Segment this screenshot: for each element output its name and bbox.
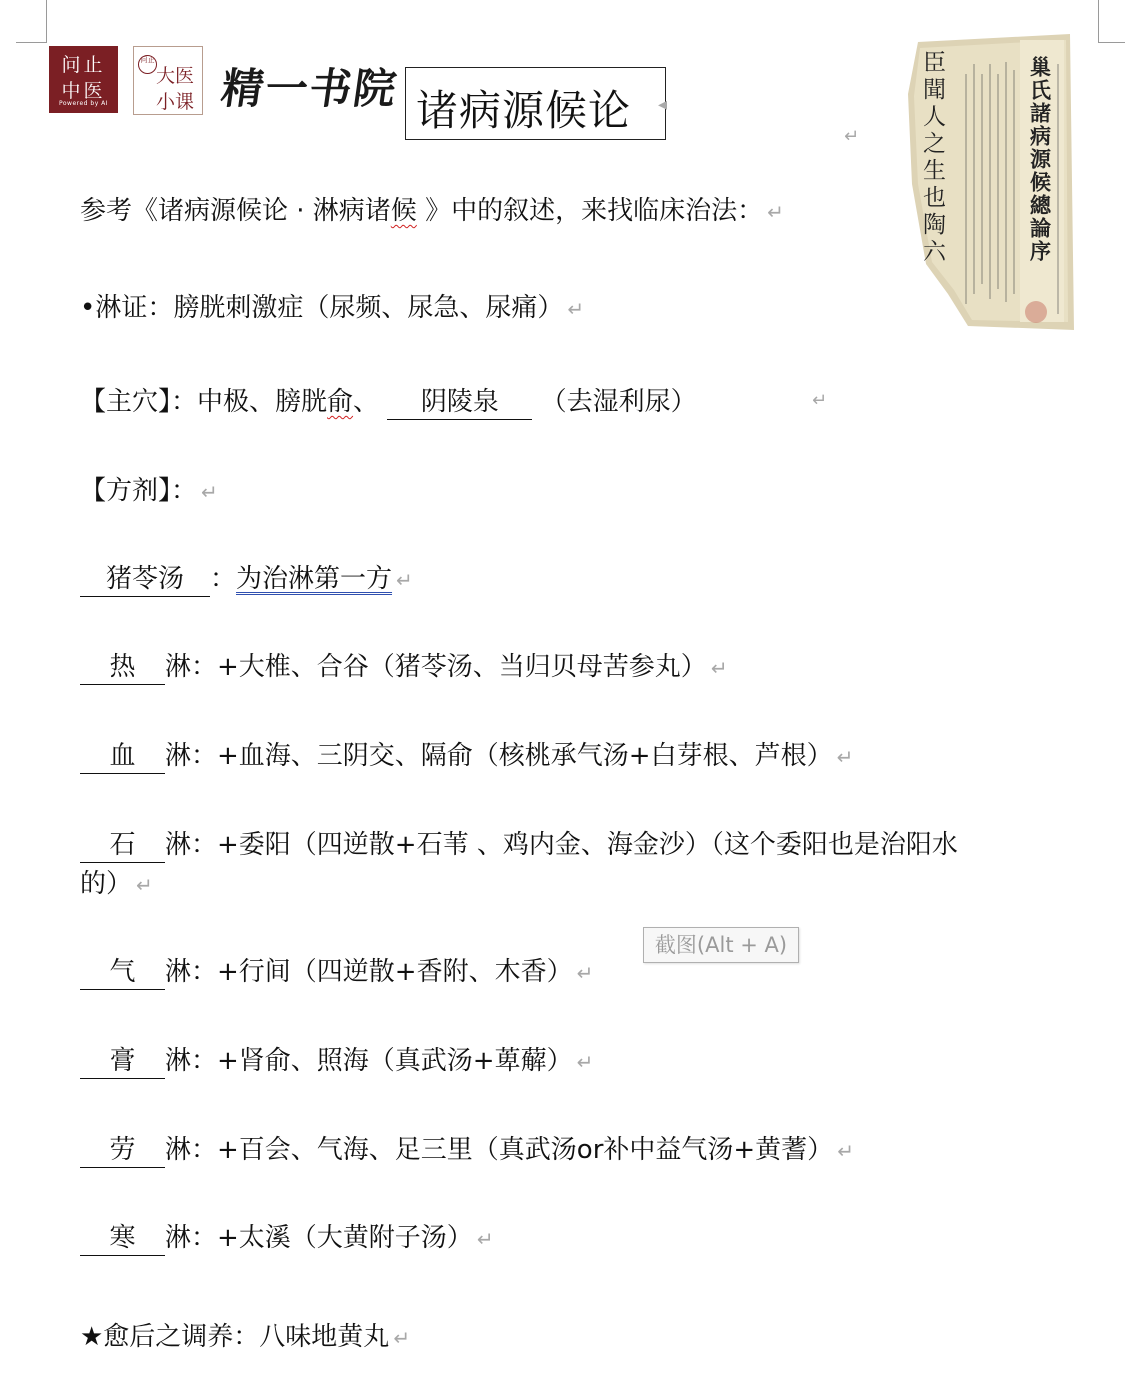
paragraph-mark: ↵	[767, 200, 784, 224]
zhuling-blank-answer: 猪苓汤	[80, 562, 210, 597]
intro-spell-flagged: 候	[390, 196, 417, 226]
anchor-mark: ◂	[658, 94, 668, 115]
lin-type-suffix: 淋：	[165, 741, 218, 771]
logo-line-2: 中医	[61, 80, 106, 102]
lin-type-row	[80, 953, 593, 992]
zhuling-line	[80, 560, 413, 599]
paragraph-mark: ↵	[476, 1227, 494, 1251]
lin-type-name: 血	[80, 739, 165, 774]
intro-text: 参考《诸病源候论 · 淋病诸	[80, 196, 391, 226]
screenshot-tooltip[interactable]: 截图(Alt + A)	[643, 927, 799, 963]
fangji-label: 【方剂】：	[80, 476, 198, 506]
zhuxue-blank-answer: 阴陵泉	[387, 385, 532, 420]
dayi-xiaoke-logo	[133, 46, 203, 115]
footer-line	[80, 1318, 410, 1357]
intro-text-after: 》中的叙述，来找临床治法：	[416, 196, 764, 226]
lin-type-row-continuation	[80, 865, 153, 904]
zhuxue-sep: 、	[353, 387, 380, 417]
lin-type-text: +太溪（大黄附子汤）	[217, 1223, 473, 1253]
lin-type-row	[80, 826, 958, 864]
book-title-column: 巢氏諸病源候總論序	[1027, 56, 1053, 263]
lin-type-row	[80, 1219, 494, 1258]
zheng-line	[80, 289, 584, 328]
paragraph-mark: ↵	[836, 745, 854, 769]
fangji-line	[80, 472, 218, 511]
zhuling-text: 为治淋第一方	[236, 564, 393, 594]
lin-type-text: +行间（四逆散+香附、木香）	[217, 957, 573, 987]
paragraph-mark: ↵	[136, 873, 153, 897]
lin-type-text-cont: 的）	[80, 869, 133, 899]
lin-type-suffix: 淋：	[165, 830, 218, 860]
zhuxue-text: 中极、膀胱	[197, 387, 328, 417]
paragraph-mark: ↵	[837, 1139, 854, 1163]
paragraph-mark: ↵	[710, 656, 728, 680]
jingyi-calligraphy-logo: 精一书院	[218, 64, 402, 113]
ancient-book-image	[908, 34, 1074, 334]
paragraph-mark: ↵	[844, 126, 860, 147]
lin-type-text: +血海、三阴交、隔俞（核桃承气汤+白芽根、芦根）	[217, 741, 833, 771]
lin-type-name: 石	[80, 828, 165, 863]
paragraph-mark: ↵	[201, 480, 218, 504]
book-text-column: 臣聞人之生也陶六	[919, 50, 945, 266]
lin-type-row	[80, 737, 853, 776]
lin-type-text: +大椎、合谷（猪苓汤、当归贝母苦参丸）	[217, 652, 707, 682]
lin-type-row	[80, 1131, 854, 1170]
lin-type-text: +肾俞、照海（真武汤+萆薢）	[217, 1046, 573, 1076]
crop-mark-top-left	[16, 0, 47, 43]
lin-type-suffix: 淋：	[165, 652, 218, 682]
logo-dake-line-2: 小课	[156, 91, 195, 113]
lin-type-name: 劳	[80, 1133, 165, 1168]
title-box	[405, 67, 666, 140]
paragraph-mark: ↵	[396, 568, 413, 592]
document-title: 诸病源候论	[416, 86, 632, 135]
zheng-text: 膀胱刺激症（尿频、尿急、尿痛）	[173, 293, 564, 323]
logo-dake-line-1: 大医	[156, 65, 195, 87]
logo-line-1: 问止	[61, 54, 106, 76]
paragraph-mark: ↵	[393, 1326, 411, 1350]
lin-type-name: 寒	[80, 1221, 165, 1256]
lin-type-suffix: 淋：	[165, 1223, 218, 1253]
paragraph-mark: ↵	[576, 961, 594, 985]
logo-tagline: Powered by AI	[58, 100, 109, 107]
lin-type-suffix: 淋：	[165, 957, 218, 987]
zheng-label: •淋证：	[80, 293, 174, 323]
lin-type-row	[80, 648, 728, 687]
lin-type-suffix: 淋：	[165, 1046, 218, 1076]
zhuxue-spell-flagged: 俞	[327, 387, 354, 417]
lin-type-name: 膏	[80, 1044, 165, 1079]
lin-type-row	[80, 1042, 593, 1081]
lin-type-name: 热	[80, 650, 165, 685]
footer-text: ★愈后之调养：八味地黄丸	[80, 1322, 390, 1352]
crop-mark-top-right	[1098, 0, 1125, 43]
zhuxue-label: 【主穴】：	[80, 387, 198, 417]
paragraph-mark: ↵	[576, 1050, 594, 1074]
intro-line	[80, 192, 784, 231]
lin-type-name: 气	[80, 955, 165, 990]
lin-type-text: +委阳（四逆散+石苇 、鸡内金、海金沙）（这个委阳也是治阳水	[217, 830, 958, 860]
wenzhi-logo	[49, 46, 118, 113]
zhuxue-line	[80, 383, 697, 421]
paragraph-mark: ↵	[812, 390, 828, 411]
zhuxue-note: （去湿利尿）	[540, 387, 697, 417]
zhuling-colon: ：	[210, 564, 237, 594]
paragraph-mark: ↵	[567, 297, 585, 321]
logo-seal-icon: 问止	[138, 55, 157, 74]
lin-type-suffix: 淋：	[165, 1135, 218, 1165]
lin-type-text: +百会、气海、足三里（真武汤or补中益气汤+黄蓍）	[217, 1135, 834, 1165]
